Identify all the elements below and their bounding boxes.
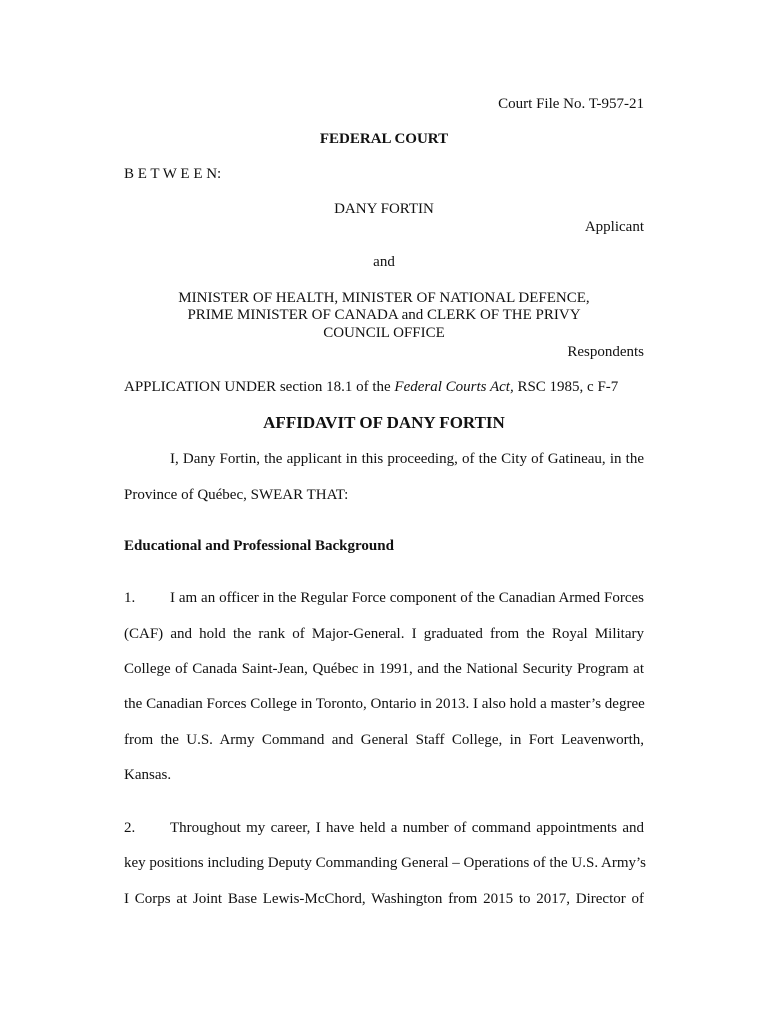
court-file-number: Court File No. T-957-21 (498, 96, 644, 112)
application-statement (124, 378, 618, 396)
application-act: Federal Courts Act, (394, 379, 514, 395)
respondents-line-2: PRIME MINISTER OF CANADA and CLERK OF THE PRIVY (187, 307, 581, 323)
between-label: B E T W E E N: (124, 166, 222, 182)
applicant-label: Applicant (584, 219, 644, 235)
intro-line-1: I, Dany Fortin, the applicant in this proceeding, of the City of Gatineau, in the (170, 451, 644, 467)
court-name: FEDERAL COURT (319, 131, 449, 147)
respondents-label: Respondents (567, 344, 644, 360)
applicant-name: DANY FORTIN (334, 201, 434, 217)
paragraph-1-line-2: (CAF) and hold the rank of Major-General. I graduated from the Royal Military (124, 626, 644, 642)
and-connector: and (373, 254, 395, 270)
paragraph-1-line-1: 1. I am an officer in the Regular Force component of the Canadian Armed Forces (124, 590, 644, 606)
paragraph-1-line-5: from the U.S. Army Command and General Staff College, in Fort Leavenworth, (124, 732, 644, 748)
affidavit-title: AFFIDAVIT OF DANY FORTIN (263, 413, 505, 432)
section-heading: Educational and Professional Background (124, 538, 394, 554)
application-suffix: RSC 1985, c F-7 (513, 379, 619, 395)
paragraph-2-line-2: key positions including Deputy Commanding General – Operations of the U.S. Army’s (124, 855, 647, 871)
paragraph-2-number: 2. (124, 820, 136, 836)
paragraph-1-line-3: College of Canada Saint-Jean, Québec in 1991, and the National Security Program at (124, 661, 644, 677)
paragraph-1-line-6: Kansas. (124, 767, 172, 783)
application-prefix: APPLICATION UNDER section 18.1 of the (124, 379, 395, 395)
paragraph-2-line-1: 2. Throughout my career, I have held a number of command appointments and (124, 820, 644, 836)
paragraph-1-number: 1. (124, 590, 136, 606)
paragraph-1-line-4: the Canadian Forces College in Toronto, Ontario in 2013. I also hold a master’s degree (124, 696, 645, 712)
intro-line-2: Province of Québec, SWEAR THAT: (124, 487, 349, 503)
respondents-line-1: MINISTER OF HEALTH, MINISTER OF NATIONAL DEFENCE, (178, 290, 590, 306)
respondents-line-3: COUNCIL OFFICE (323, 325, 445, 341)
paragraph-2-line-3: I Corps at Joint Base Lewis-McChord, Washington from 2015 to 2017, Director of (124, 891, 644, 907)
